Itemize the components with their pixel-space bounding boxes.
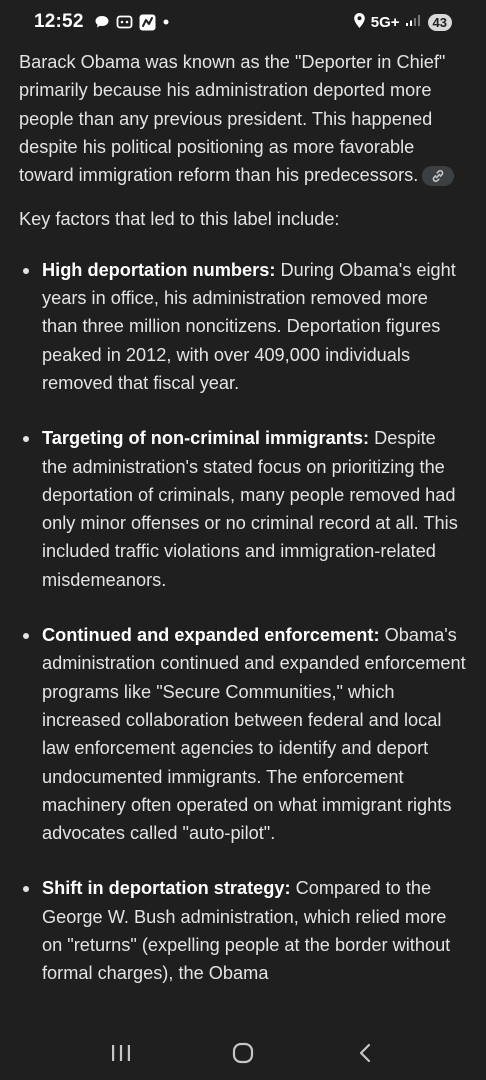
home-icon (231, 1042, 255, 1064)
activity-app-icon (139, 14, 156, 31)
intro-text: Barack Obama was known as the "Deporter in Chief" primarily because his administration deported more people than any previous president. This happened despite his political positioning as more favorable toward immigration reform than his predecessors. (19, 52, 446, 186)
battery-indicator: 43 (428, 14, 452, 31)
bullet-icon (23, 633, 29, 639)
factor-title: Shift in deportation strategy: (42, 878, 291, 899)
factor-text: Compared to the George W. Bush administration, which relied more on "returns" (expelling people at the border without formal charges), the Obama (42, 878, 451, 984)
link-icon (431, 169, 445, 183)
recent-apps-button[interactable] (101, 1033, 141, 1073)
home-button[interactable] (223, 1033, 263, 1073)
location-icon (353, 12, 366, 33)
list-item (19, 874, 466, 987)
source-link-chip[interactable] (422, 166, 454, 186)
bullet-icon (23, 268, 29, 274)
chat-bubble-icon (94, 14, 110, 30)
factor-title: Targeting of non-criminal immigrants: (42, 428, 370, 449)
list-item (19, 256, 466, 397)
back-button[interactable] (345, 1033, 385, 1073)
bullet-icon (23, 886, 29, 892)
signal-icon (405, 13, 421, 31)
status-time: 12:52 (34, 11, 84, 32)
article-content[interactable] (0, 44, 486, 1026)
notification-icons (94, 14, 170, 31)
factors-list (19, 256, 466, 988)
status-right (353, 12, 452, 33)
recent-apps-icon (110, 1043, 132, 1063)
bullet-icon (23, 436, 29, 442)
navigation-bar (0, 1026, 486, 1080)
list-item (19, 621, 466, 847)
network-type: 5G+ (370, 13, 400, 31)
factor-title: Continued and expanded enforcement: (42, 625, 380, 646)
status-bar (0, 0, 486, 44)
intro-paragraph (19, 48, 466, 189)
screenshot-icon (116, 14, 133, 30)
factor-text: During Obama's eight years in office, his administration removed more than three million noncitizens. Deportation figures peaked in 2012, with over 409,000 individuals removed that fiscal year. (42, 259, 456, 393)
factor-text: Obama's administration continued and expanded enforcement programs like "Secure Communities," which increased collaboration between federal and local law enforcement agencies to identify and deport undocumented immigrants. The enforcement machinery often operated on what immigrant rights advocates called "auto-pilot". (42, 625, 466, 844)
list-item (19, 424, 466, 594)
factor-title: High deportation numbers: (42, 259, 276, 280)
factor-text: Despite the administration's stated focus on prioritizing the deportation of criminals, many people removed had only minor offenses or no criminal record at all. This included traffic violations and immigration-related misdemeanors. (42, 428, 458, 590)
dot-icon (162, 18, 170, 26)
key-factors-heading: Key factors that led to this label include: (19, 209, 340, 230)
back-icon (357, 1042, 373, 1064)
